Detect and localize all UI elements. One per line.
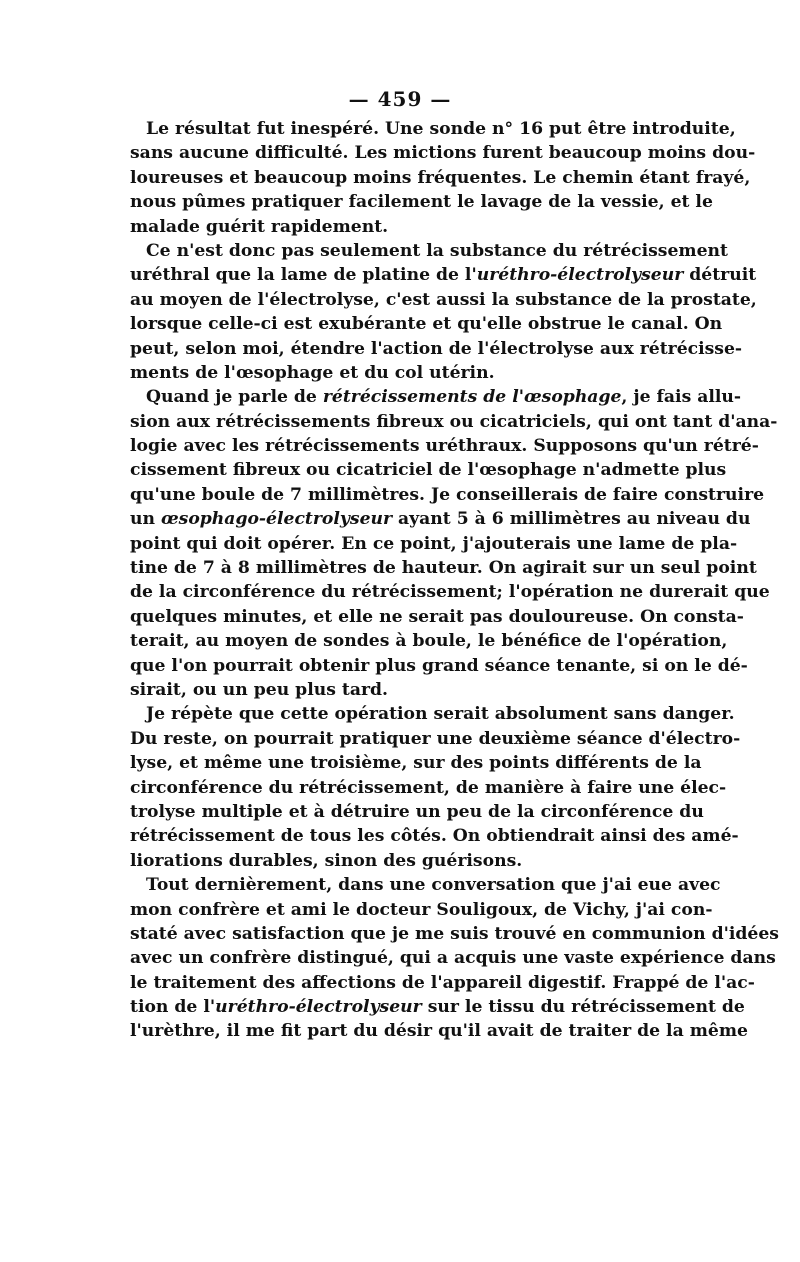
text-span: loureuses et beaucoup moins fréquentes. Le chemin étant frayé, xyxy=(130,167,751,188)
text-span: staté avec satisfaction que je me suis trouvé en communion d'idées xyxy=(130,923,779,944)
text-span: sirait, ou un peu plus tard. xyxy=(130,679,389,700)
text-line xyxy=(130,141,756,165)
italic-text: œsophago-électrolyseur xyxy=(160,509,393,530)
text-span: au moyen de l'électrolyse, c'est aussi la substance de la prostate, xyxy=(130,289,757,310)
text-line xyxy=(130,995,745,1019)
text-line xyxy=(130,751,702,775)
text-line xyxy=(130,800,704,824)
text-span: terait, au moyen de sondes à boule, le bénéfice de l'opération, xyxy=(130,631,728,652)
text-line xyxy=(130,312,723,336)
text-span: mon confrère et ami le docteur Souligoux, de Vichy, j'ai con- xyxy=(130,899,713,920)
text-span: tion de l' xyxy=(130,997,216,1018)
text-line xyxy=(130,117,736,141)
text-span: Quand je parle de xyxy=(146,387,323,408)
text-line xyxy=(130,410,778,434)
text-span: Du reste, on pourrait pratiquer une deuxième séance d'électro- xyxy=(130,728,741,749)
text-line xyxy=(130,190,713,214)
text-line xyxy=(130,727,741,751)
text-line xyxy=(130,629,728,653)
text-line xyxy=(130,654,748,678)
page-number: — 459 — xyxy=(348,87,452,111)
text-line xyxy=(130,532,738,556)
text-line xyxy=(130,385,742,409)
text-span: un xyxy=(130,509,161,530)
text-span: peut, selon moi, étendre l'action de l'électrolyse aux rétrécisse- xyxy=(130,338,743,359)
text-span: Le résultat fut inespéré. Une sonde n° 16 put être introduite, xyxy=(146,119,736,139)
text-line xyxy=(130,580,770,604)
text-span: de la circonférence du rétrécissement; l'opération ne durerait que xyxy=(130,582,770,603)
text-line xyxy=(130,849,670,873)
text-span: logie avec les rétrécissements uréthraux. Supposons qu'un rétré- xyxy=(130,436,759,457)
italic-text: rétrécissements de l'œsophage xyxy=(322,387,622,408)
text-line xyxy=(130,824,739,848)
text-line xyxy=(130,434,759,458)
text-line xyxy=(130,873,721,897)
text-line xyxy=(130,337,743,361)
text-span: Ce n'est donc pas seulement la substance du rétrécissement xyxy=(146,240,728,261)
text-span: l'urèthre, il me fit part du désir qu'il avait de traiter de la même xyxy=(130,1021,748,1042)
text-span: rétrécissement de tous les côtés. On obtiendrait ainsi des amé- xyxy=(130,826,739,847)
text-line xyxy=(130,483,765,507)
text-line xyxy=(130,239,728,263)
text-line xyxy=(130,702,735,726)
text-span: sion aux rétrécissements fibreux ou cicatriciels, qui ont tant d'ana- xyxy=(130,411,778,432)
text-span: qu'une boule de 7 millimètres. Je conseillerais de faire construire xyxy=(130,484,765,505)
text-span: circonférence du rétrécissement, de manière à faire une élec- xyxy=(130,777,727,798)
italic-text: uréthro-électrolyseur xyxy=(215,997,422,1018)
text-span: Je répète que cette opération serait absolument sans danger. xyxy=(146,704,735,725)
text-line xyxy=(130,922,779,946)
text-span: quelques minutes, et elle ne serait pas douloureuse. On consta- xyxy=(130,606,744,627)
text-span: sans aucune difficulté. Les mictions furent beaucoup moins dou- xyxy=(130,143,756,164)
text-span: ayant 5 à 6 millimètres au niveau du xyxy=(392,509,751,530)
text-line xyxy=(130,288,757,312)
text-span: malade guérit rapidement. xyxy=(130,216,389,237)
text-span: cissement fibreux ou cicatriciel de l'œsophage n'admette plus xyxy=(130,460,727,481)
text-line xyxy=(130,605,744,629)
text-line xyxy=(130,946,776,970)
text-span: liorations durables, sinon des guérisons. xyxy=(130,850,523,871)
text-line xyxy=(130,776,727,800)
text-span: avec un confrère distingué, qui a acquis une vaste expérience dans xyxy=(130,948,776,969)
italic-text: uréthro-électrolyseur xyxy=(476,265,684,286)
text-line xyxy=(130,898,713,922)
text-line xyxy=(130,361,670,385)
body-text xyxy=(130,117,779,1044)
text-span: le traitement des affections de l'appareil digestif. Frappé de l'ac- xyxy=(130,972,755,993)
text-span: détruit xyxy=(683,265,757,286)
text-line xyxy=(130,556,757,580)
text-span: lyse, et même une troisième, sur des points différents de la xyxy=(130,753,702,774)
text-line xyxy=(130,971,755,995)
text-line xyxy=(130,678,670,702)
text-line xyxy=(130,215,670,239)
text-span: point qui doit opérer. En ce point, j'ajouterais une lame de pla- xyxy=(130,533,738,554)
text-span: sur le tissu du rétrécissement de xyxy=(421,997,745,1018)
text-span: , je fais allu- xyxy=(621,387,742,408)
text-line xyxy=(130,507,751,531)
text-span: nous pûmes pratiquer facilement le lavage de la vessie, et le xyxy=(130,192,713,213)
text-span: tine de 7 à 8 millimètres de hauteur. On agirait sur un seul point xyxy=(130,558,757,579)
text-span: Tout dernièrement, dans une conversation que j'ai eue avec xyxy=(146,875,721,896)
text-span: lorsque celle-ci est exubérante et qu'elle obstrue le canal. On xyxy=(130,314,723,335)
text-span: que l'on pourrait obtenir plus grand séance tenante, si on le dé- xyxy=(130,655,748,676)
text-line xyxy=(130,166,751,190)
text-line xyxy=(130,1019,748,1043)
text-line xyxy=(130,458,727,482)
text-span: ments de l'œsophage et du col utérin. xyxy=(130,362,495,383)
text-line xyxy=(130,263,757,287)
text-span: trolyse multiple et à détruire un peu de la circonférence du xyxy=(130,801,704,822)
text-span: uréthral que la lame de platine de l' xyxy=(130,265,477,286)
